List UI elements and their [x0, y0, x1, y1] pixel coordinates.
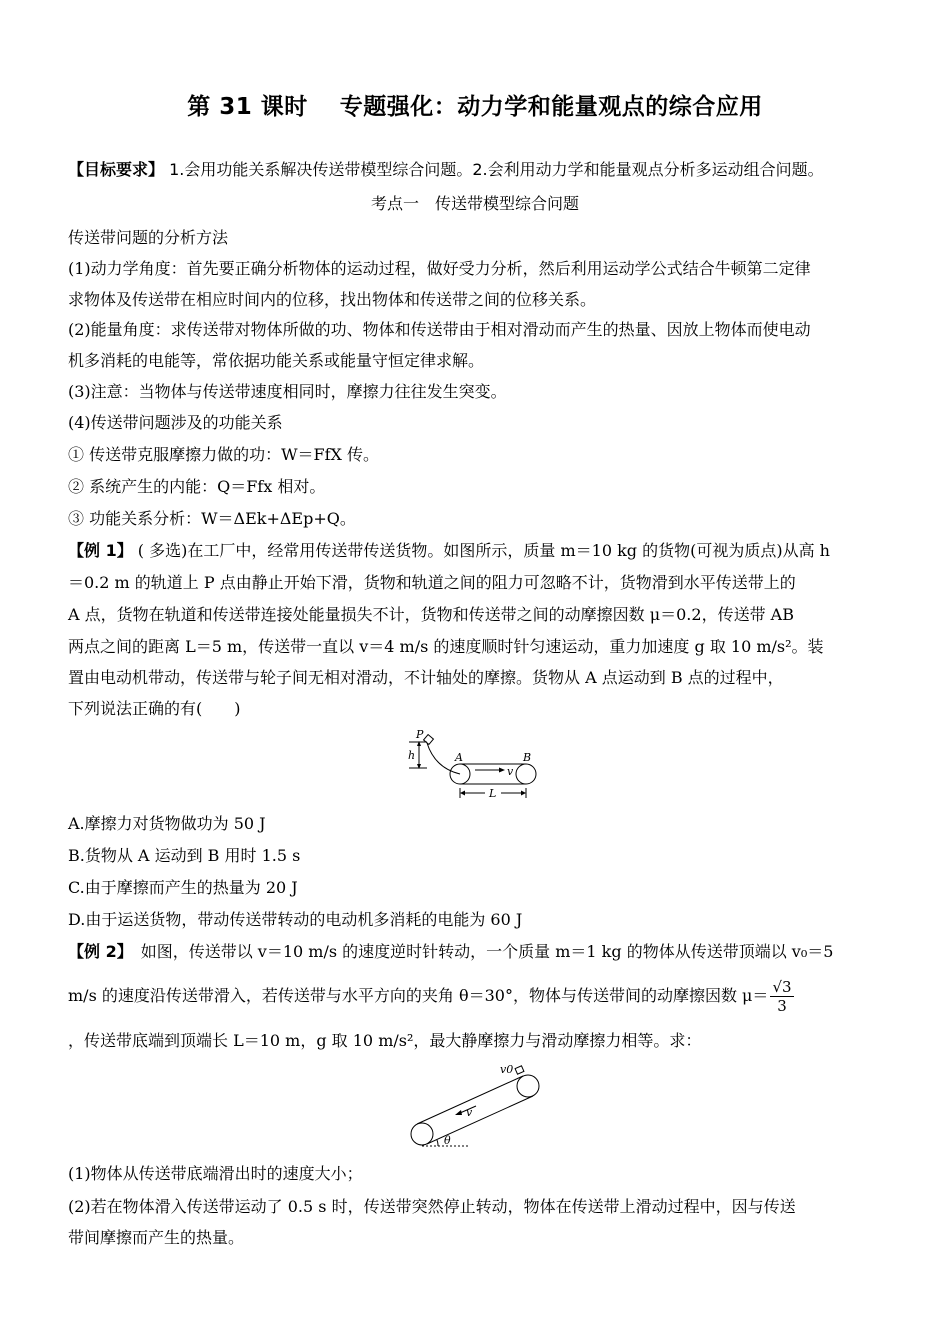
fig2-label-v: v [466, 1106, 473, 1119]
fig1-label-l: L [489, 787, 497, 800]
fig1-label-v: v [507, 765, 514, 778]
example1-option-d: D.由于运送货物，带动传送带转动的电动机多消耗的电能为 60 J [68, 910, 523, 929]
example2-text-1: 如图，传送带以 v＝10 m/s 的速度逆时针转动，一个质量 m＝1 kg 的物体从传送带顶端以 v₀＝5 [124, 942, 834, 961]
method-p4: (4)传送带问题涉及的功能关系 [68, 413, 283, 432]
method-p2-line2: 机多消耗的电能等，常依据功能关系或能量守恒定律求解。 [68, 351, 485, 370]
method-relation-1: ① 传送带克服摩擦力做的功：W＝FfX 传。 [68, 445, 380, 464]
example1-option-b: B.货物从 A 运动到 B 用时 1.5 s [68, 846, 301, 865]
fig1-wheel-b [516, 764, 536, 784]
fig1-label-a: A [455, 751, 463, 764]
fig1-label-b: B [523, 751, 532, 764]
fig2-belt-bottom [427, 1096, 533, 1144]
conveyor-figure-2 [404, 1062, 550, 1152]
method-heading: 传送带问题的分析方法 [68, 228, 229, 247]
example1-line3: A 点，货物在轨道和传送带连接处能量损失不计，货物和传送带之间的动摩擦因数 μ＝0.2，传送带 AB [68, 605, 794, 624]
fig2-wheel-bottom [411, 1123, 433, 1145]
mu-fraction-numerator: √3 [772, 978, 792, 996]
example2-question-1: (1)物体从传送带底端滑出时的速度大小； [68, 1164, 363, 1183]
method-p3: (3)注意：当物体与传送带速度相同时，摩擦力往往发生突变。 [68, 382, 507, 401]
fig1-label-h: h [408, 749, 416, 762]
goal-line [68, 160, 880, 180]
example1-line2: ＝0.2 m 的轨道上 P 点由静止开始下滑，货物和轨道之间的阻力可忽略不计，货物滑到水平传送带上的 [68, 573, 796, 592]
method-relation-3: ③ 功能关系分析：W＝ΔEk+ΔEp+Q。 [68, 509, 356, 528]
fig2-angle-arc [437, 1140, 438, 1146]
example1-line1 [68, 541, 880, 561]
example2-text-2: m/s 的速度沿传送带滑入，若传送带与水平方向的夹角 θ＝30°，物体与传送带间的动摩擦因数 μ＝ [68, 986, 769, 1005]
goal-label: 【目标要求】 [68, 160, 165, 179]
example2-line2 [68, 978, 880, 1018]
section1-title: 考点一 传送带模型综合问题 [370, 194, 579, 213]
method-relation-2: ② 系统产生的内能：Q＝Ffx 相对。 [68, 477, 326, 496]
method-p1-line1: (1)动力学角度：首先要正确分析物体的运动过程，做好受力分析，然后利用运动学公式结合牛顿第二定律 [68, 259, 811, 278]
fig2-block [515, 1066, 524, 1074]
goal-text: 1.会用功能关系解决传送带模型综合问题。2.会利用动力学和能量观点分析多运动组合问题。 [164, 160, 824, 179]
mu-fraction [770, 978, 793, 1015]
example1-option-a: A.摩擦力对货物做功为 50 J [68, 814, 266, 833]
example1-label: 【例 1】 [68, 541, 133, 560]
conveyor-figure-1 [405, 728, 555, 802]
example1-line6: 下列说法正确的有( ) [68, 699, 241, 718]
page-title: 第 31 课时 专题强化：动力学和能量观点的综合应用 [187, 94, 763, 120]
fig1-block [424, 735, 434, 745]
example1-line4: 两点之间的距离 L＝5 m，传送带一直以 v＝4 m/s 的速度顺时针匀速运动，重力加速度 g 取 10 m/s²。装 [68, 637, 824, 656]
fig1-length-arrowhead-left [460, 791, 465, 796]
fig1-velocity-arrowhead [499, 768, 505, 773]
method-p1-line2: 求物体及传送带在相应时间内的位移，找出物体和传送带之间的位移关系。 [68, 290, 597, 309]
example2-question-2-line1: (2)若在物体滑入传送带运动了 0.5 s 时，传送带突然停止转动，物体在传送带上滑动过程中，因与传送 [68, 1197, 796, 1216]
example2-line1 [68, 942, 880, 962]
example2-question-2-line2: 带间摩擦而产生的热量。 [68, 1228, 245, 1247]
fig2-wheel-top [517, 1075, 539, 1097]
fig1-length-arrowhead-right [521, 791, 526, 796]
example1-line5: 置由电动机带动，传送带与轮子间无相对滑动，不计轴处的摩擦。货物从 A 点运动到 B 点的过程中， [68, 668, 784, 687]
mu-fraction-denominator: 3 [777, 997, 787, 1015]
example2-label: 【例 2】 [68, 942, 125, 961]
method-p2-line1: (2)能量角度：求传送带对物体所做的功、物体和传送带由于相对滑动而产生的热量、因放上物体而使电动 [68, 320, 811, 339]
example1-option-c: C.由于摩擦而产生的热量为 20 J [68, 878, 298, 897]
fig1-label-p: P [416, 728, 424, 741]
fig2-velocity-arrowhead [455, 1110, 462, 1115]
example1-text-1: ( 多选)在工厂中，经常用传送带传送货物。如图所示，质量 m＝10 kg 的货物(可视为质点)从高 h [132, 541, 830, 560]
fig2-label-theta: θ [444, 1134, 451, 1147]
example2-line3: ，传送带底端到顶端长 L＝10 m，g 取 10 m/s²，最大静摩擦力与滑动摩擦力相等。求： [68, 1031, 702, 1050]
fig2-label-v0: v0 [500, 1063, 514, 1076]
